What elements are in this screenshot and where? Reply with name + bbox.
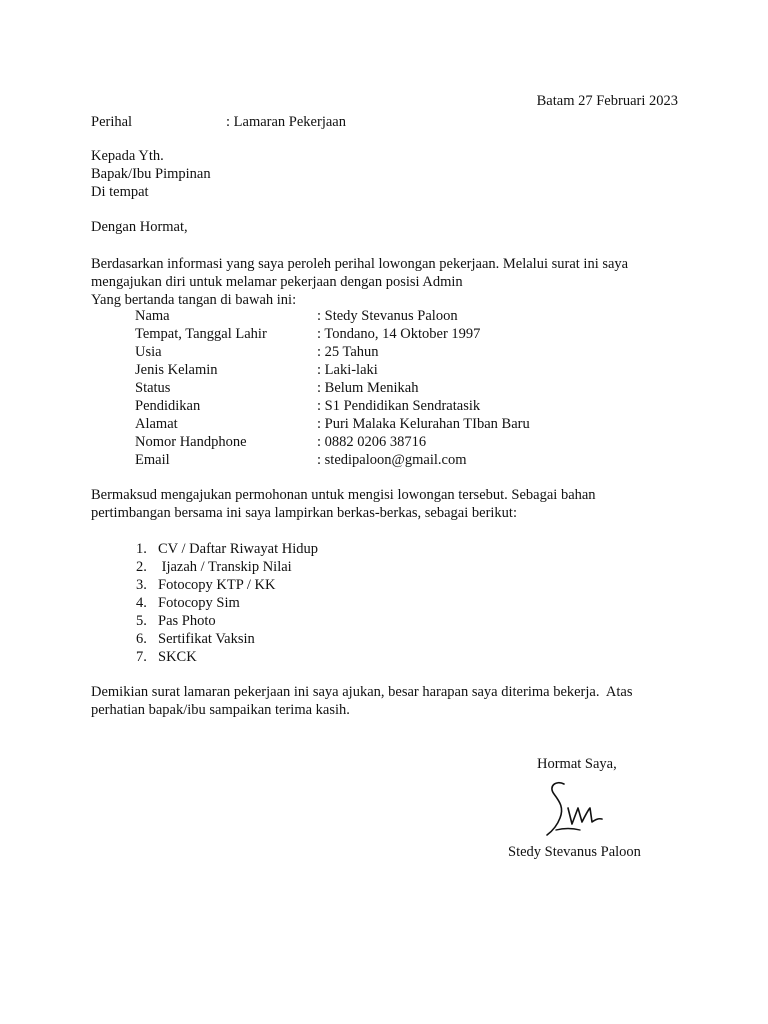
list-item <box>136 594 318 612</box>
intro-paragraph <box>91 255 691 309</box>
detail-row <box>135 343 530 361</box>
paragraph-line: perhatian bapak/ibu sampaikan terima kasih. <box>91 702 350 718</box>
list-number: 4. <box>136 595 147 611</box>
recipient-line: Bapak/Ibu Pimpinan <box>91 166 211 182</box>
list-number: 6. <box>136 631 147 647</box>
paragraph-line: Demikian surat lamaran pekerjaan ini saya ajukan, besar harapan saya diterima bekerja. Atas <box>91 684 633 700</box>
detail-row <box>135 397 530 415</box>
list-item <box>136 558 318 576</box>
detail-value: : 25 Tahun <box>317 344 379 360</box>
detail-key: Jenis Kelamin <box>135 362 218 378</box>
detail-value: : Stedy Stevanus Paloon <box>317 308 458 324</box>
recipient-line: Di tempat <box>91 184 149 200</box>
detail-key: Nama <box>135 308 170 324</box>
detail-value: : S1 Pendidikan Sendratasik <box>317 398 481 414</box>
recipient-block <box>91 147 211 201</box>
list-text: Ijazah / Transkip Nilai <box>158 559 292 575</box>
signature-image <box>542 778 610 840</box>
detail-row <box>135 451 530 469</box>
detail-row <box>135 415 530 433</box>
paragraph-line: Bermaksud mengajukan permohonan untuk mengisi lowongan tersebut. Sebagai bahan <box>91 487 596 503</box>
detail-value: : Puri Malaka Kelurahan TIban Baru <box>317 416 530 432</box>
list-text: Pas Photo <box>158 613 216 629</box>
detail-row <box>135 361 530 379</box>
list-number: 5. <box>136 613 147 629</box>
list-item <box>136 540 318 558</box>
paragraph-line: Yang bertanda tangan di bawah ini: <box>91 292 297 308</box>
detail-value: : Tondano, 14 Oktober 1997 <box>317 326 481 342</box>
detail-key: Pendidikan <box>135 398 201 414</box>
detail-key: Tempat, Tanggal Lahir <box>135 326 267 342</box>
attachment-list <box>136 540 318 666</box>
sign-off: Hormat Saya, <box>537 756 617 772</box>
detail-key: Email <box>135 452 170 468</box>
list-text: Sertifikat Vaksin <box>158 631 255 647</box>
list-number: 7. <box>136 649 147 665</box>
closing-paragraph <box>91 683 691 719</box>
letter-date: Batam 27 Februari 2023 <box>536 93 678 109</box>
list-item <box>136 648 318 666</box>
paragraph-line: mengajukan diri untuk melamar pekerjaan dengan posisi Admin <box>91 274 463 290</box>
list-item <box>136 576 318 594</box>
detail-row <box>135 379 530 397</box>
detail-value: : 0882 0206 38716 <box>317 434 427 450</box>
recipient-line: Kepada Yth. <box>91 148 164 164</box>
detail-value: : stedipaloon@gmail.com <box>317 452 467 468</box>
subject-value: : Lamaran Pekerjaan <box>226 114 346 130</box>
detail-row <box>135 325 530 343</box>
detail-row <box>135 433 530 451</box>
applicant-details <box>135 307 530 469</box>
detail-key: Usia <box>135 344 162 360</box>
list-number: 1. <box>136 541 147 557</box>
list-text: CV / Daftar Riwayat Hidup <box>158 541 319 557</box>
detail-value: : Laki-laki <box>317 362 378 378</box>
paragraph-line: Berdasarkan informasi yang saya peroleh perihal lowongan pekerjaan. Melalui surat ini saya <box>91 256 629 272</box>
list-text: SKCK <box>158 649 197 665</box>
detail-key: Nomor Handphone <box>135 434 247 450</box>
list-number: 2. <box>136 559 147 575</box>
subject-label: Perihal <box>91 114 133 130</box>
list-number: 3. <box>136 577 147 593</box>
paragraph-line: pertimbangan bersama ini saya lampirkan berkas-berkas, sebagai berikut: <box>91 505 517 521</box>
signer-name: Stedy Stevanus Paloon <box>508 844 641 860</box>
detail-key: Status <box>135 380 171 396</box>
greeting: Dengan Hormat, <box>91 219 188 235</box>
list-item <box>136 612 318 630</box>
list-item <box>136 630 318 648</box>
purpose-paragraph <box>91 486 691 522</box>
list-text: Fotocopy Sim <box>158 595 240 611</box>
detail-key: Alamat <box>135 416 178 432</box>
detail-row <box>135 307 530 325</box>
detail-value: : Belum Menikah <box>317 380 419 396</box>
list-text: Fotocopy KTP / KK <box>158 577 276 593</box>
